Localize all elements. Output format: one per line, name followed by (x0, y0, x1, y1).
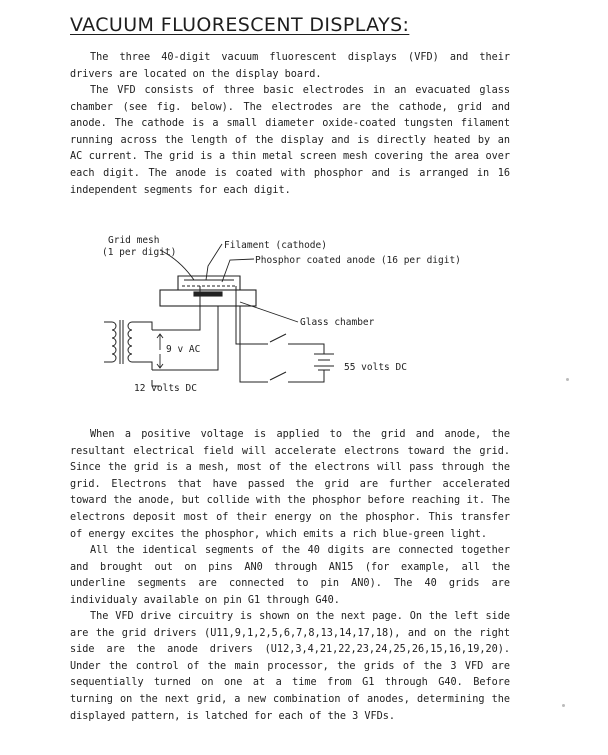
vfd-diagram (90, 230, 470, 400)
scan-speck (566, 378, 569, 381)
label-ac-voltage: 9 v AC (166, 344, 201, 355)
paragraph-vfd-electrodes: The VFD consists of three basic electrodes in an evacuated glass chamber (see fig. below). The electrodes are the cathode, grid and anode. The cathode is a small diameter oxide-coated tungsten filament running across the length of the display and is directly heated by an AC current. The grid is a thin metal screen mesh covering the area over each digit. The anode is coated with phosphor and is arranged in 16 independent segments for each digit. (70, 85, 510, 196)
paragraph-intro: The three 40-digit vacuum fluorescent displays (VFD) and their drivers are located on the display board. (70, 52, 510, 80)
label-filament: Filament (cathode) (224, 240, 327, 251)
page-title: VACUUM FLUORESCENT DISPLAYS: (70, 14, 410, 36)
circuit-wiring (152, 286, 334, 386)
paragraph-operation: When a positive voltage is applied to the grid and anode, the resultant electrical field will accelerate electrons toward the grid. Since the grid is a mesh, most of the electrons will pass through the grid. Electrons that have passed the grid are further accelerated toward the anode, but collide with the phosphor before reaching it. The electrons deposit most of their energy on the phosphor. This transfer of energy excites the phosphor, which emits a rich blue-green light. (70, 429, 510, 540)
ac-arrows (157, 334, 163, 368)
scan-speck (562, 704, 565, 707)
vfd-tube (160, 276, 256, 306)
transformer (104, 320, 152, 370)
label-grid-mesh: Grid mesh (108, 235, 160, 246)
label-phosphor-anode: Phosphor coated anode (16 per digit) (255, 255, 461, 266)
paragraph-drive-circuitry: The VFD drive circuitry is shown on the next page. On the left side are the grid drivers (U11,9,1,2,5,6,7,8,13,14,17,18), and on the right side are the anode drivers (U12,3,4,21,22,23,24,25,26,15,16,19,20). Under the control of the main processor, the grids of the 3 VFD are sequentially turned on one at a time from G1 through G40. Before turning on the next grid, a new combination of anodes, determining the displayed pattern, is latched for each of the 3 VFDs. (70, 611, 510, 722)
label-glass-chamber: Glass chamber (300, 317, 375, 328)
label-grid-mesh-sub: (1 per digit) (102, 247, 177, 258)
label-12-volts-dc: 12 volts DC (134, 383, 197, 394)
paragraph-segments: All the identical segments of the 40 digits are connected together and brought out on pins AN0 through AN15 (for example, all the underline segments are connected to pin AN0). The 40 grids are individualy available on pin G1 through G40. (70, 545, 510, 606)
label-55-volts-dc: 55 volts DC (344, 362, 407, 373)
